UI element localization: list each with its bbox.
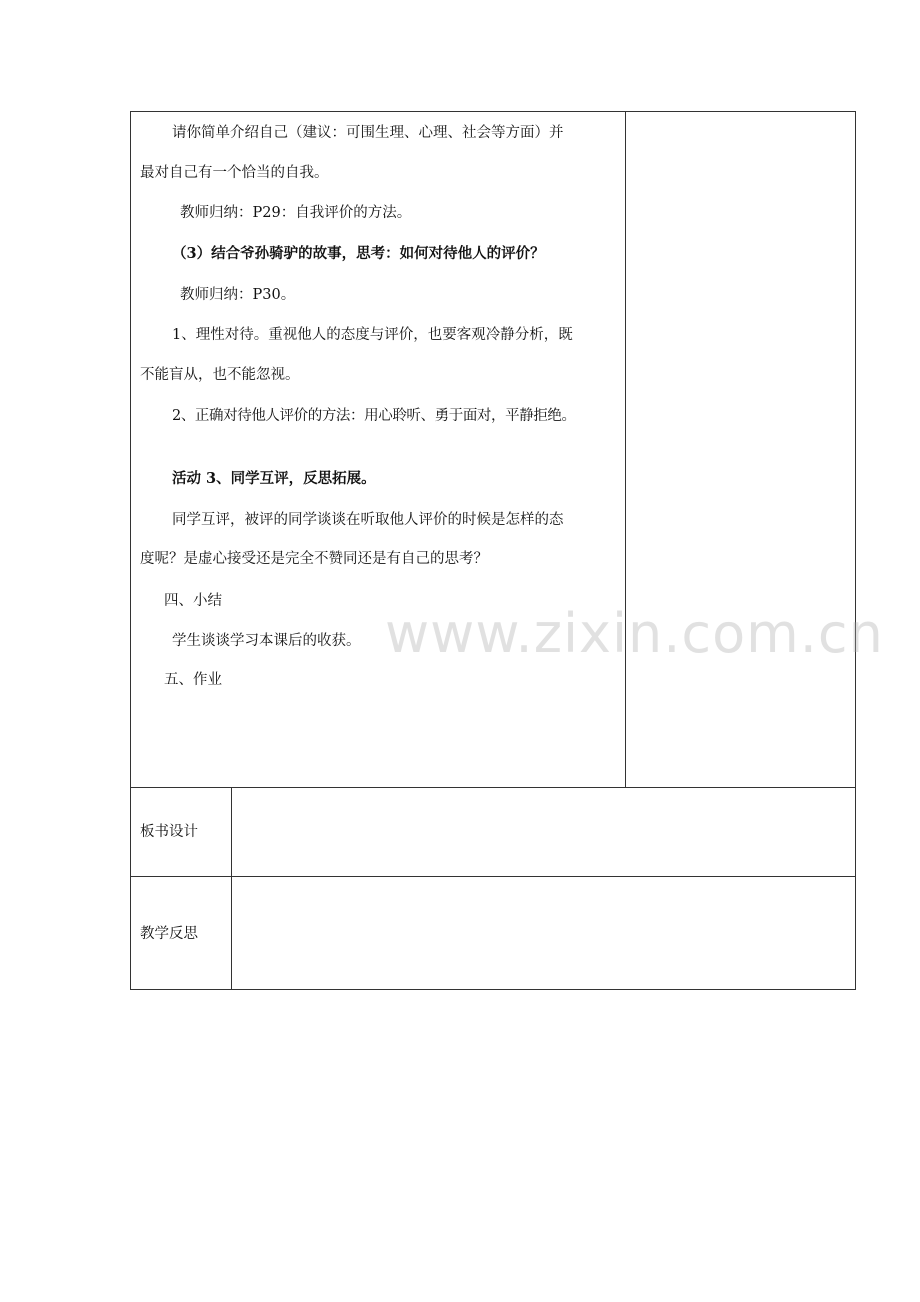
teaching-reflection-label: 教学反思 — [140, 926, 198, 942]
table-border-bottom — [130, 989, 856, 990]
text-line: 最对自己有一个恰当的自我。 — [140, 165, 329, 181]
text-line: 1、理性对待。重视他人的态度与评价，也要客观冷静分析，既 — [172, 327, 573, 343]
row-divider-reflection — [130, 876, 856, 877]
text-line: 度呢？是虚心接受还是完全不赞同还是有自己的思考？ — [140, 551, 488, 567]
text-line: 教师归纳：P29：自我评价的方法。 — [180, 205, 412, 221]
board-design-label: 板书设计 — [140, 824, 198, 840]
activity-heading: 活动 3、同学互评，反思拓展。 — [172, 470, 376, 487]
section-heading: 四、小结 — [164, 593, 222, 609]
section-heading: 五、作业 — [164, 672, 222, 688]
table-border-top — [130, 111, 856, 112]
text-line: 教师归纳：P30。 — [180, 287, 296, 303]
text-line: 2、正确对待他人评价的方法：用心聆听、勇于面对，平静拒绝。 — [172, 408, 576, 424]
label-column-divider — [231, 787, 232, 990]
table-border-left — [130, 111, 131, 990]
row-divider-board — [130, 787, 856, 788]
text-line: 请你简单介绍自己（建议：可围生理、心理、社会等方面）并 — [172, 125, 564, 141]
text-line: （3）结合爷孙骑驴的故事，思考：如何对待他人的评价？ — [172, 245, 545, 262]
column-divider-notes — [625, 111, 626, 787]
table-border-right — [855, 111, 856, 990]
text-line: 不能盲从，也不能忽视。 — [140, 367, 300, 383]
text-line: 同学互评，被评的同学谈谈在听取他人评价的时候是怎样的态 — [172, 512, 564, 528]
watermark: www.zixin.com.cn — [385, 602, 884, 665]
text-line: 学生谈谈学习本课后的收获。 — [172, 633, 361, 649]
